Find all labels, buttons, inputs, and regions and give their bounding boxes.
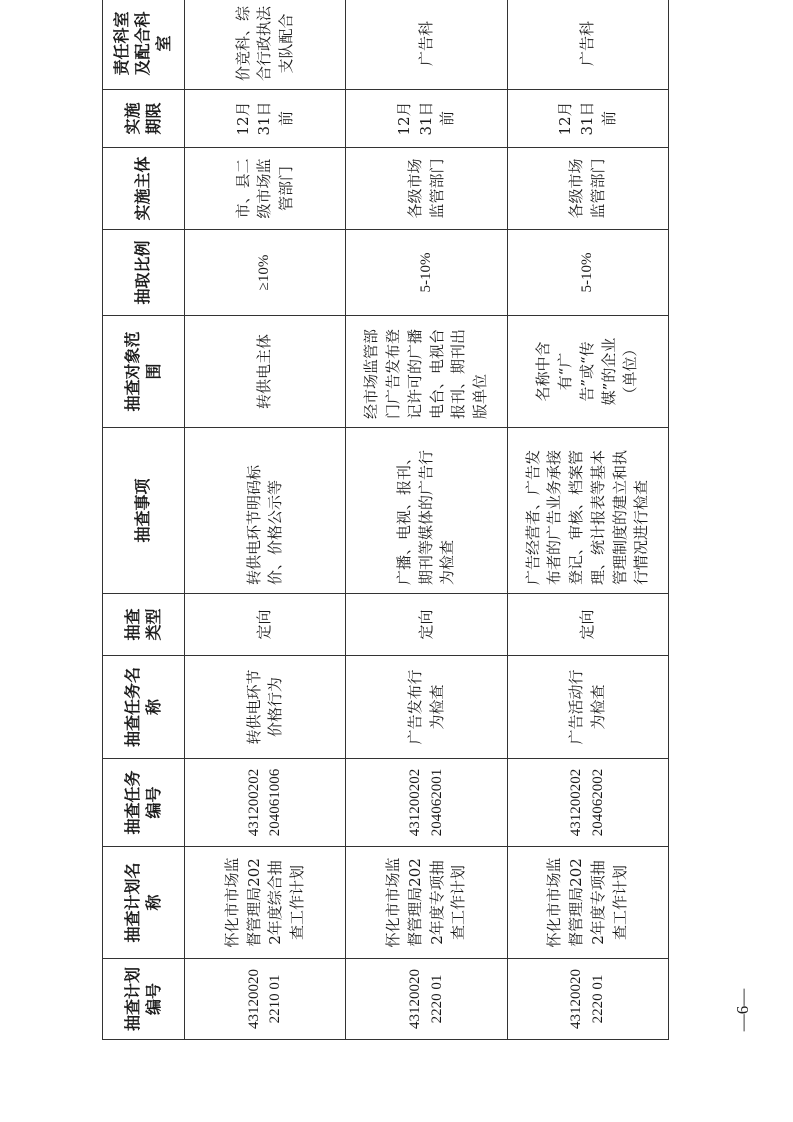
cell-plan-name: 怀化市市场监督管理局2022年度专项抽查工作计划 <box>507 847 668 959</box>
cell-deadline: 12月31日前 <box>185 90 346 148</box>
cell-type: 定向 <box>346 594 507 656</box>
header-plan-name: 抽查计划名称 <box>103 847 185 959</box>
cell-ratio: 5-10% <box>507 230 668 316</box>
table-row <box>185 0 346 1040</box>
header-scope: 抽查对象范围 <box>103 316 185 428</box>
header-item: 抽查事项 <box>103 428 185 594</box>
cell-dept: 价竞科、综合行政执法支队配合 <box>185 0 346 90</box>
header-type: 抽查类型 <box>103 594 185 656</box>
page-number: —6— <box>733 988 752 1032</box>
cell-dept: 广告科 <box>346 0 507 90</box>
cell-deadline: 12月31日前 <box>507 90 668 148</box>
header-deadline: 实施期限 <box>103 90 185 148</box>
header-ratio: 抽取比例 <box>103 230 185 316</box>
table-header-row <box>103 0 185 1040</box>
header-subject: 实施主体 <box>103 148 185 230</box>
cell-item: 转供电环节明码标价、价格公示等 <box>185 428 346 594</box>
cell-dept: 广告科 <box>507 0 668 90</box>
cell-scope: 名称中含有“广告”或“传媒”的企业（单位） <box>507 316 668 428</box>
cell-ratio: 5-10% <box>346 230 507 316</box>
cell-subject: 各级市场监管部门 <box>507 148 668 230</box>
cell-item: 广告经营者、广告发布者的广告业务承接登记、审核、档案管理、统计报表等基本管理制度的建立和执行情况进行检查 <box>507 428 668 594</box>
spot-check-plan-table <box>102 0 669 1040</box>
table-row <box>507 0 668 1040</box>
cell-task-name: 广告发布行为检查 <box>346 656 507 759</box>
cell-task-no: 431200202204061006 <box>185 759 346 847</box>
cell-task-name: 转供电环节价格行为 <box>185 656 346 759</box>
rotated-table-container <box>102 5 669 1040</box>
cell-plan-name: 怀化市市场监督管理局2022年度专项抽查工作计划 <box>346 847 507 959</box>
cell-plan-name: 怀化市市场监督管理局2022年度综合抽查工作计划 <box>185 847 346 959</box>
cell-task-no: 431200202204062002 <box>507 759 668 847</box>
cell-scope: 经市场监管部门广告发布登记许可的广播电台、电视台报刊、期刊出版单位 <box>346 316 507 428</box>
cell-type: 定向 <box>507 594 668 656</box>
cell-subject: 市、县二级市场监管部门 <box>185 148 346 230</box>
table-row <box>346 0 507 1040</box>
cell-plan-no: 431200202210 01 <box>185 959 346 1040</box>
header-task-no: 抽查任务编号 <box>103 759 185 847</box>
header-dept: 责任科室及配合科室 <box>103 0 185 90</box>
cell-ratio: ≥10% <box>185 230 346 316</box>
header-plan-no: 抽查计划编号 <box>103 959 185 1040</box>
cell-scope: 转供电主体 <box>185 316 346 428</box>
cell-plan-no: 431200202220 01 <box>346 959 507 1040</box>
cell-subject: 各级市场监管部门 <box>346 148 507 230</box>
cell-task-no: 431200202204062001 <box>346 759 507 847</box>
header-task-name: 抽查任务名称 <box>103 656 185 759</box>
cell-item: 广播、电视、报刊、期刊等媒体的广告行为检查 <box>346 428 507 594</box>
cell-task-name: 广告活动行为检查 <box>507 656 668 759</box>
cell-deadline: 12月31日前 <box>346 90 507 148</box>
cell-type: 定向 <box>185 594 346 656</box>
cell-plan-no: 431200202220 01 <box>507 959 668 1040</box>
